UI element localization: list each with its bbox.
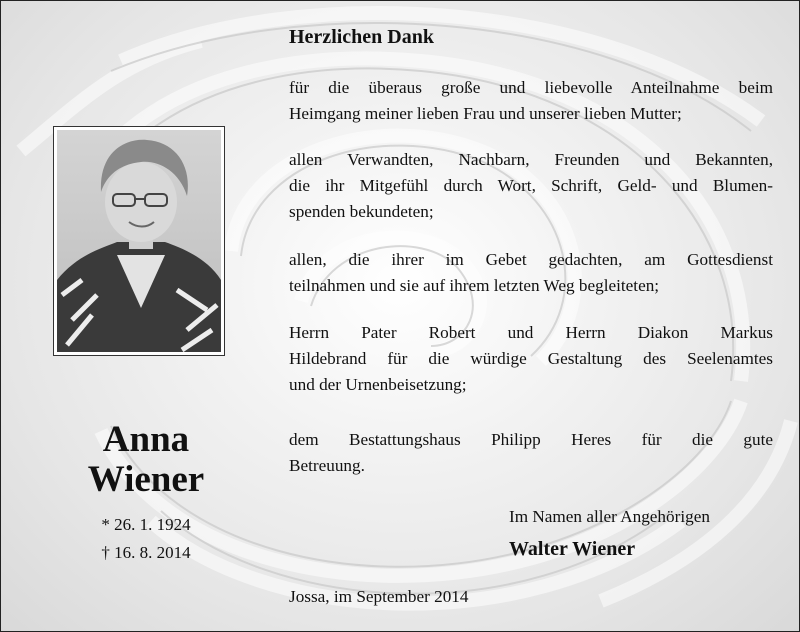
text-line: allen Verwandten, Nachbarn, Freunden und Bekannten, <box>289 150 773 169</box>
death-date: † 16. 8. 2014 <box>101 543 191 562</box>
paragraph-prayer <box>289 247 773 299</box>
portrait-frame <box>53 126 225 356</box>
notice-heading: Herzlichen Dank <box>289 26 434 48</box>
deceased-first-name: Anna <box>102 419 190 460</box>
signature-intro: Im Namen aller Angehörigen <box>509 507 710 526</box>
text-line: allen, die ihrer im Gebet gedachten, am Gottesdienst <box>289 250 773 269</box>
text-line: Betreuung. <box>289 456 365 475</box>
deceased-last-name: Wiener <box>87 459 205 500</box>
paragraph-funeral-home <box>289 427 773 479</box>
text-line: und der Urnenbeisetzung; <box>289 375 467 394</box>
text-line: Hildebrand für die würdige Gestaltung des Seelenamtes <box>289 349 773 368</box>
text-line: spenden bekundeten; <box>289 202 434 221</box>
portrait-photo <box>57 130 221 352</box>
text-line: Herrn Pater Robert und Herrn Diakon Markus <box>289 323 773 342</box>
text-line: die ihr Mitgefühl durch Wort, Schrift, Geld- und Blumen- <box>289 176 773 195</box>
paragraph-relatives <box>289 147 773 225</box>
text-line: dem Bestattungshaus Philipp Heres für die gute <box>289 430 773 449</box>
paragraph-sympathy <box>289 75 773 127</box>
birth-date: * 26. 1. 1924 <box>101 515 191 534</box>
text-line: teilnahmen und sie auf ihrem letzten Weg begleiteten; <box>289 276 660 295</box>
place-and-date: Jossa, im September 2014 <box>289 587 469 606</box>
text-line: für die überaus große und liebevolle Anteilnahme beim <box>289 78 773 97</box>
signature-name: Walter Wiener <box>509 538 636 560</box>
paragraph-clergy <box>289 320 773 398</box>
text-line: Heimgang meiner lieben Frau und unserer lieben Mutter; <box>289 104 682 123</box>
